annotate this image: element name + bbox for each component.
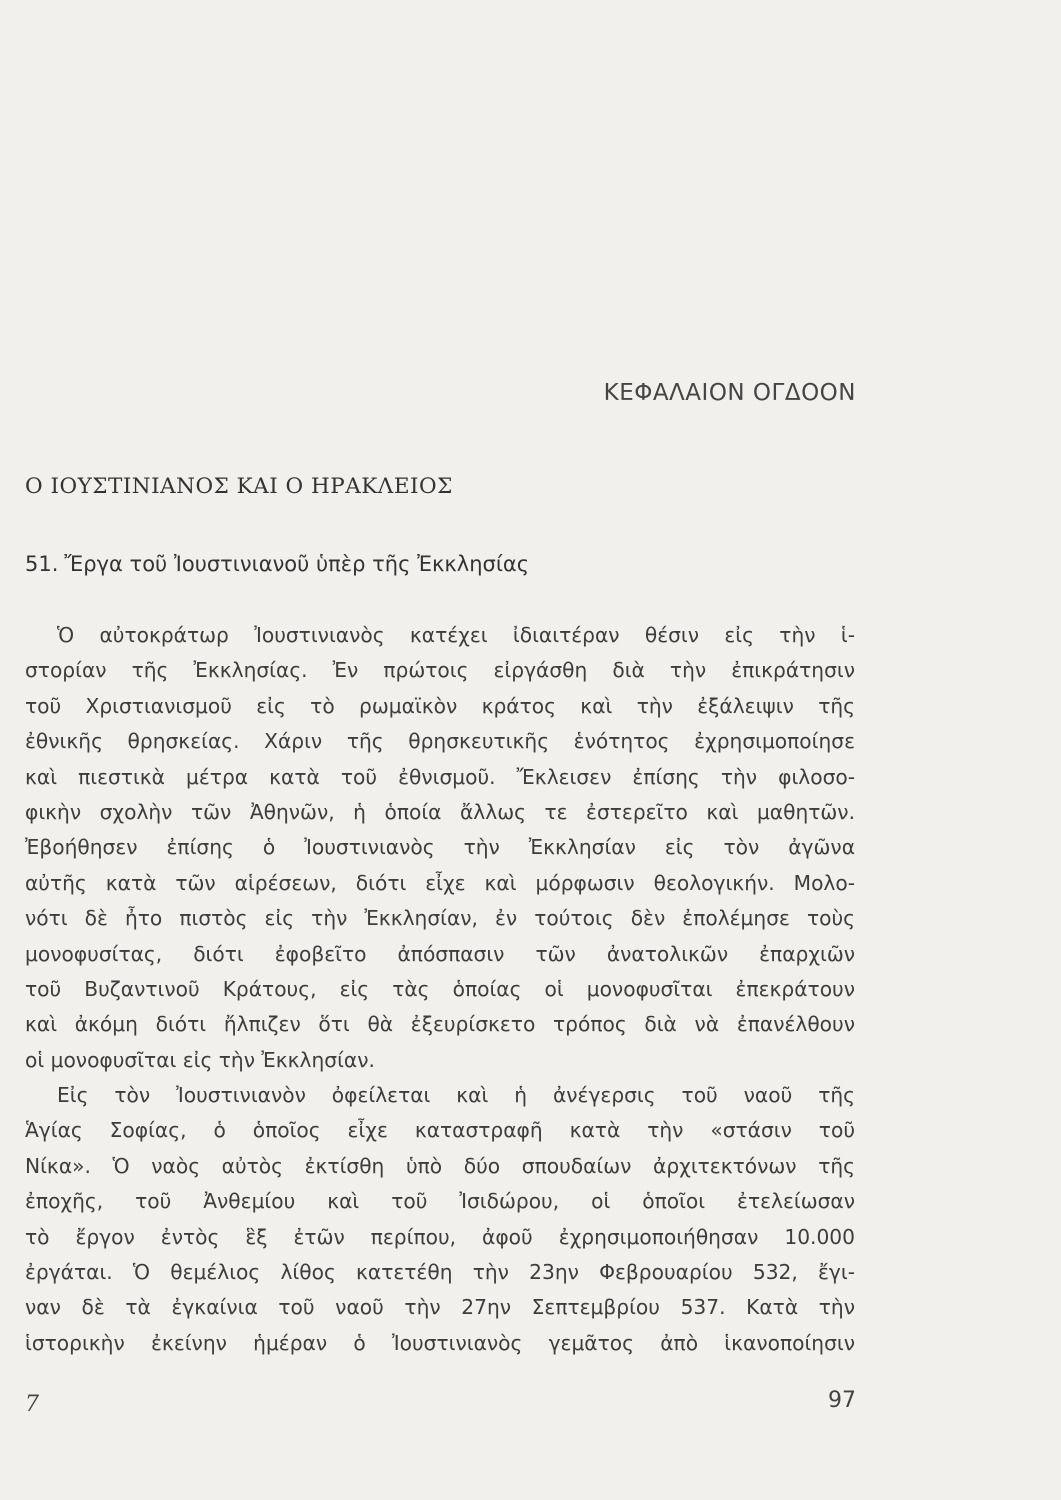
text-line: ἐποχῆς, τοῦ Ἀνθεμίου καὶ τοῦ Ἰσιδώρου, οἱ ὁποῖοι ἐτελείωσαν — [25, 1189, 855, 1214]
text-line: αὐτῆς κατὰ τῶν αἱρέσεων, διότι εἶχε καὶ μόρφωσιν θεολογικήν. Μολο- — [25, 870, 855, 895]
text-line: φικὴν σχολὴν τῶν Ἀθηνῶν, ἡ ὁποία ἄλλως τε ἐστερεῖτο καὶ μαθητῶν. — [25, 799, 855, 824]
text-line: τὸ ἔργον ἐντὸς ἓξ ἐτῶν περίπου, ἀφοῦ ἐχρησιμοποιήθησαν 10.000 — [25, 1224, 855, 1249]
text-line: τοῦ Βυζαντινοῦ Κράτους, εἰς τὰς ὁποίας οἱ μονοφυσῖται ἐπεκράτουν — [25, 976, 855, 1001]
text-line: μονοφυσίτας, διότι ἐφοβεῖτο ἀπόσπασιν τῶν ἀνατολικῶν ἐπαρχιῶν — [25, 941, 855, 966]
section-heading — [25, 552, 529, 576]
text-line: οἱ μονοφυσῖται εἰς τὴν Ἐκκλησίαν. — [25, 1047, 375, 1072]
text-line: Ὁ αὐτοκράτωρ Ἰουστινιανὸς κατέχει ἰδιαιτέραν θέσιν εἰς τὴν ἱ- — [57, 623, 855, 647]
text-line: νότι δὲ ἦτο πιστὸς εἰς τὴν Ἐκκλησίαν, ἐν τούτοις δὲν ἐπολέμησε τοὺς — [25, 906, 855, 931]
text-line: τοῦ Χριστιανισμοῦ εἰς τὸ ρωμαϊκὸν κράτος καὶ τὴν ἐξάλειψιν τῆς — [25, 693, 855, 718]
chapter-title: Ο ΙΟΥΣΤΙΝΙΑΝΟΣ ΚΑΙ Ο ΗΡΑΚΛΕΙΟΣ — [25, 474, 453, 499]
text-line: ἐργάται. Ὁ θεμέλιος λίθος κατετέθη τὴν 23ην Φεβρουαρίου 532, ἔγι- — [25, 1260, 855, 1285]
page-number: 97 — [828, 1388, 856, 1413]
text-line: Νίκα». Ὁ ναὸς αὐτὸς ἐκτίσθη ὑπὸ δύο σπουδαίων ἀρχιτεκτόνων τῆς — [25, 1153, 855, 1178]
text-line: Ἐβοήθησεν ἐπίσης ὁ Ἰουστινιανὸς τὴν Ἐκκλησίαν εἰς τὸν ἀγῶνα — [25, 835, 855, 860]
chapter-label: ΚΕΦΑΛΑΙΟΝ ΟΓΔΟΟΝ — [603, 380, 856, 406]
text-line: καὶ πιεστικὰ μέτρα κατὰ τοῦ ἐθνισμοῦ. Ἔκλεισεν ἐπίσης τὴν φιλοσο- — [25, 764, 855, 789]
text-line: Εἰς τὸν Ἰουστινιανὸν ὀφείλεται καὶ ἡ ἀνέγερσις τοῦ ναοῦ τῆς — [57, 1083, 855, 1108]
text-line: Ἁγίας Σοφίας, ὁ ὁποῖος εἶχε καταστραφῆ κατὰ τὴν «στάσιν τοῦ — [25, 1118, 855, 1143]
body-text — [25, 618, 855, 1361]
text-line: ἱστορικὴν ἐκείνην ἡμέραν ὁ Ἰουστινιανὸς γεμᾶτος ἀπὸ ἱκανοποίησιν — [25, 1330, 855, 1355]
signature-mark: 7 — [25, 1392, 39, 1417]
section-title: Ἔργα τοῦ Ἰουστινιανοῦ ὑπὲρ τῆς Ἐκκλησίας — [64, 552, 530, 576]
text-line: στορίαν τῆς Ἐκκλησίας. Ἐν πρώτοις εἰργάσθη διὰ τὴν ἐπικράτησιν — [25, 658, 855, 683]
text-line: ἐθνικῆς θρησκείας. Χάριν τῆς θρησκευτικῆς ἑνότητος ἐχρησιμοποίησε — [25, 729, 855, 754]
section-number: 51. — [25, 552, 59, 576]
text-line: καὶ ἀκόμη διότι ἤλπιζεν ὅτι θὰ ἐξευρίσκετο τρόπος διὰ νὰ ἐπανέλθουν — [25, 1012, 855, 1037]
text-line: ναν δὲ τὰ ἐγκαίνια τοῦ ναοῦ τὴν 27ην Σεπτεμβρίου 537. Κατὰ τὴν — [25, 1295, 855, 1320]
